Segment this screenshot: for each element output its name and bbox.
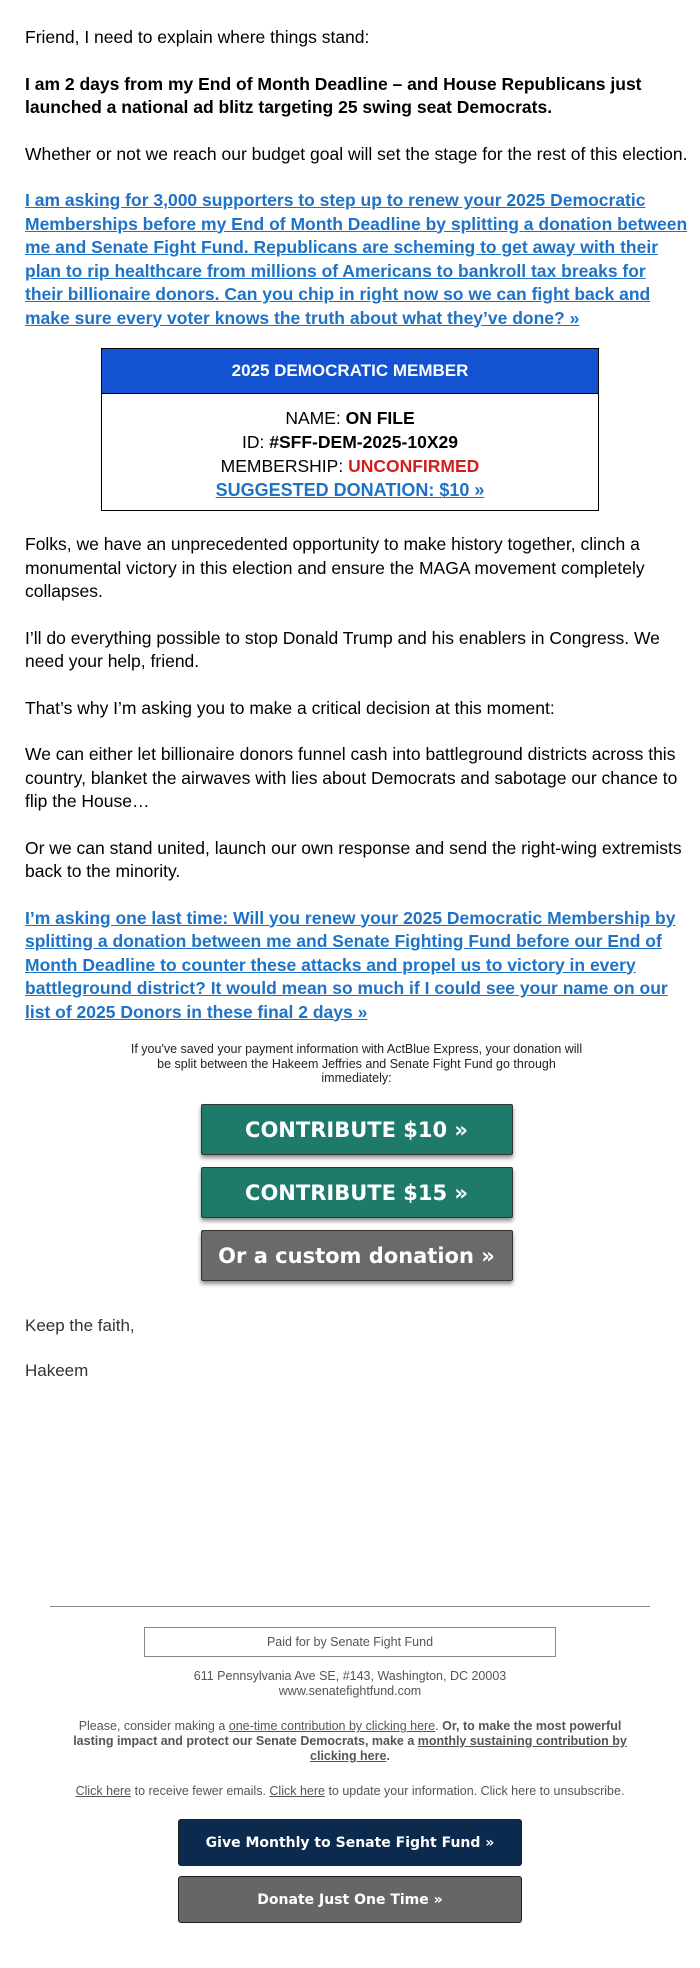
id-row — [102, 430, 598, 454]
name-row — [102, 406, 598, 430]
membership-card-body — [102, 394, 598, 510]
one-time-contribution-link[interactable]: one-time contribution by clicking here — [228, 1719, 436, 1733]
id-label: ID: — [242, 432, 270, 452]
monthly-contribution-link[interactable]: monthly sustaining contribution by clicking here — [310, 1734, 627, 1763]
footer — [0, 1606, 700, 1933]
footer-divider — [50, 1606, 650, 1607]
membership-status: UNCONFIRMED — [348, 456, 480, 476]
footer-address-block — [0, 1669, 700, 1699]
headline: I am 2 days from my End of Month Deadline – and House Republicans just launched a national ad blitz targeting 25 swing seat Democrats. — [25, 73, 642, 117]
name-label: NAME: — [285, 408, 346, 428]
contribute-15-button[interactable]: CONTRIBUTE $15 » — [201, 1167, 513, 1218]
fewer-emails-link[interactable]: Click here — [75, 1784, 132, 1798]
suggested-row — [102, 478, 598, 502]
name-value: ON FILE — [345, 408, 415, 428]
consider-text-2: . — [435, 1719, 439, 1733]
membership-card-header: 2025 DEMOCRATIC MEMBER — [102, 349, 598, 394]
give-monthly-button[interactable]: Give Monthly to Senate Fight Fund » — [178, 1819, 522, 1866]
billionaire-paragraph: We can either let billionaire donors funnel cash into battleground districts across this country, blanket the airwaves with lies about Democrats and sabotage our chance to flip the House… — [25, 744, 678, 811]
donate-once-button[interactable]: Donate Just One Time » — [178, 1876, 522, 1923]
update-info-text: to update your information. Click here to unsubscribe. — [324, 1784, 625, 1798]
budget-paragraph: Whether or not we reach our budget goal will set the stage for the rest of this election. — [25, 143, 688, 164]
membership-card — [101, 348, 599, 511]
membership-label: MEMBERSHIP: — [220, 456, 349, 476]
id-value: #SFF-DEM-2025-10X29 — [269, 432, 458, 452]
update-info-link[interactable]: Click here — [269, 1784, 325, 1798]
footer-address: 611 Pennsylvania Ave SE, #143, Washington, DC 20003 — [193, 1669, 507, 1683]
membership-row — [102, 454, 598, 478]
consider-bold-2: . — [386, 1749, 390, 1763]
footer-preferences-text — [70, 1784, 630, 1799]
footer-consider-text — [70, 1719, 630, 1764]
greeting: Friend, I need to explain where things stand: — [25, 27, 370, 47]
ask-link-2[interactable]: I’m asking one last time: Will you renew your 2025 Democratic Membership by splitting a donation between me and Senate Fighting Fund before our End of Month Deadline to counter these attacks and propel us to victory in every battleground district? It would mean so much if I could see your name on our list of 2025 Donors in these final 2 days » — [25, 907, 676, 1022]
united-paragraph: Or we can stand united, launch our own response and send the right-wing extremists back to the minority. — [25, 837, 682, 881]
suggested-donation-link[interactable]: SUGGESTED DONATION: $10 » — [215, 480, 485, 500]
ask-link-1[interactable]: I am asking for 3,000 supporters to step up to renew your 2025 Democratic Memberships before my End of Month Deadline by splitting a donation between me and Senate Fight Fund. Republicans are scheming to get away with their plan to rip healthcare from millions of Americans to bankroll tax breaks for their billionaire donors. Can you chip in right now so we can fight back and make sure every voter knows the truth about what they’ve done? » — [25, 190, 688, 328]
signoff: Keep the faith, — [25, 1315, 135, 1335]
actblue-express-note: If you've saved your payment information with ActBlue Express, your donation will be split between the Hakeem Jeffries and Senate Fight Fund go through immediately: — [130, 1042, 583, 1085]
paid-for-by-box: Paid for by Senate Fight Fund — [144, 1627, 556, 1657]
consider-bold-1: Or, to make the most powerful lasting impact and protect our Senate Democrats, make a — [73, 1719, 622, 1748]
fewer-emails-text: to receive fewer emails. — [131, 1784, 270, 1798]
signature: Hakeem — [25, 1360, 89, 1380]
contribute-10-button[interactable]: CONTRIBUTE $10 » — [201, 1104, 513, 1155]
folks-paragraph: Folks, we have an unprecedented opportunity to make history together, clinch a monumental victory in this election and ensure the MAGA movement completely collapses. — [25, 534, 645, 601]
custom-donation-button[interactable]: Or a custom donation » — [201, 1230, 513, 1281]
decision-paragraph: That’s why I’m asking you to make a critical decision at this moment: — [25, 697, 555, 718]
consider-text-1: Please, consider making a — [78, 1719, 229, 1733]
footer-website: www.senatefightfund.com — [278, 1684, 422, 1698]
trump-paragraph: I’ll do everything possible to stop Donald Trump and his enablers in Congress. We need your help, friend. — [25, 627, 660, 671]
